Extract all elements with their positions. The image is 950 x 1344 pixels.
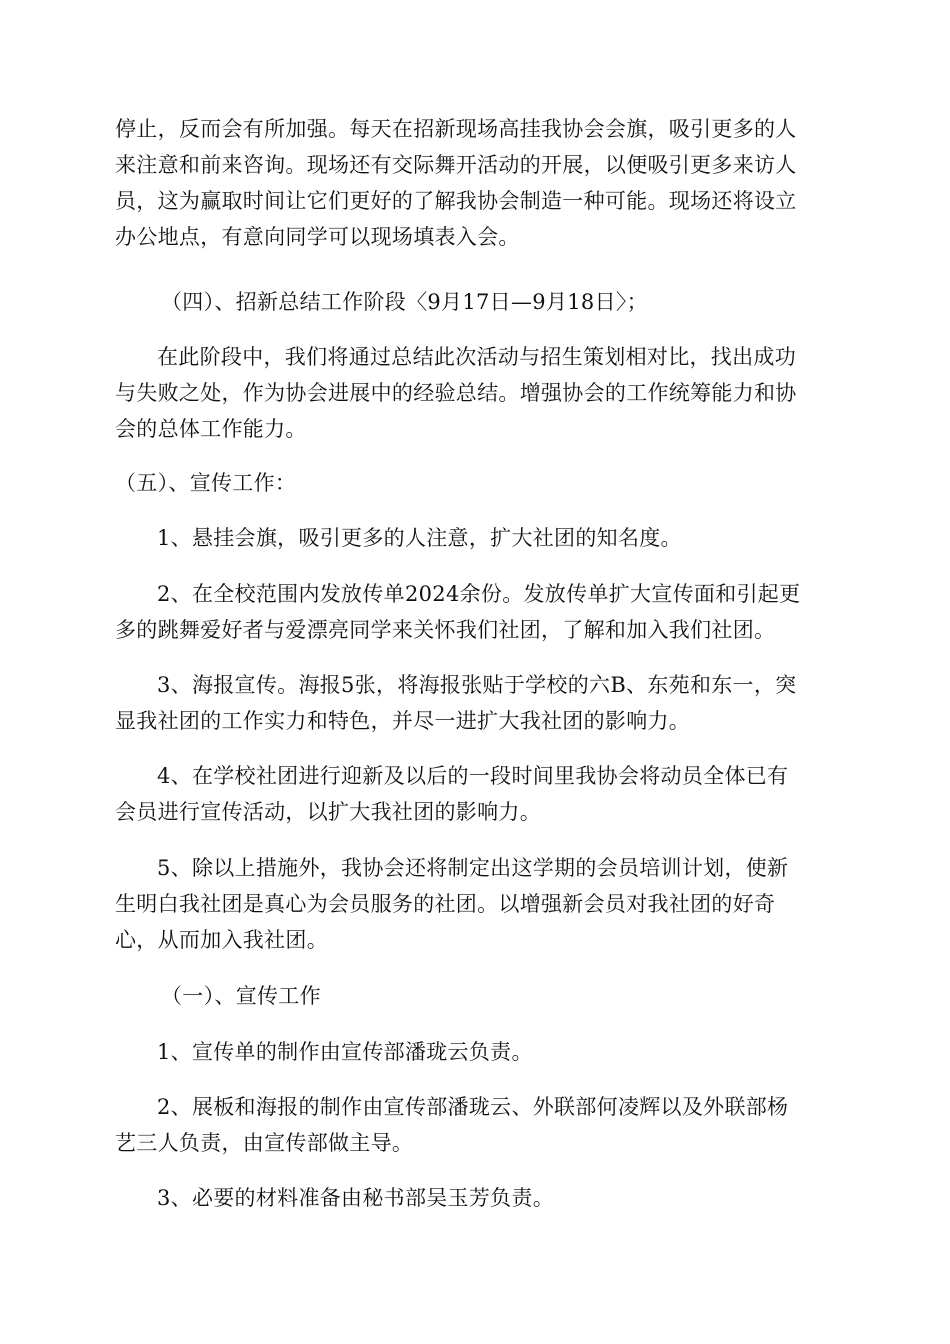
paragraph-recruitment-scene: 停止，反而会有所加强。每天在招新现场高挂我协会会旗，吸引更多的人 来注意和前来咨询。现场还有交际舞开活动的开展，以便吸引更多来访人 员，这为赢取时间让它们更好的了解我协会制造一种可能。现场还将设立 办公地点，有意向同学可以现场填表入会。 xyxy=(115,117,797,249)
paragraph-publicity-item-3: 3、海报宣传。海报5张，将海报张贴于学校的六B、东苑和东一，突 显我社团的工作实力和特色，并尽一进扩大我社团的影响力。 xyxy=(115,673,797,733)
paragraph-publicity-item-1: 1、悬挂会旗，吸引更多的人注意，扩大社团的知名度。 xyxy=(157,526,682,550)
paragraph-assignment-item-1: 1、宣传单的制作由宣传部潘珑云负责。 xyxy=(157,1040,533,1064)
paragraph-publicity-item-4: 4、在学校社团进行迎新及以后的一段时间里我协会将动员全体已有 会员进行宣传活动，以扩大我社团的影响力。 xyxy=(115,764,789,824)
heading-publicity-work: （五）、宣传工作： xyxy=(115,471,297,495)
paragraph-publicity-item-5: 5、除以上措施外，我协会还将制定出这学期的会员培训计划，使新 生明白我社团是真心为会员服务的社团。以增强新会员对我社团的好奇 心，从而加入我社团。 xyxy=(115,856,789,952)
paragraph-assignment-item-2: 2、展板和海报的制作由宣传部潘珑云、外联部何凌辉以及外联部杨 艺三人负责，由宣传部做主导。 xyxy=(115,1095,789,1155)
paragraph-publicity-item-2: 2、在全校范围内发放传单2024余份。发放传单扩大宣传面和引起更 多的跳舞爱好者与爱漂亮同学来关怀我们社团，了解和加入我们社团。 xyxy=(115,582,801,642)
heading-publicity-assignment: （一）、宣传工作 xyxy=(161,984,321,1008)
heading-summary-stage: （四）、招新总结工作阶段〈9月17日—9月18日〉； xyxy=(161,290,648,314)
paragraph-assignment-item-3: 3、必要的材料准备由秘书部吴玉芳负责。 xyxy=(157,1186,555,1210)
paragraph-summary-stage: 在此阶段中，我们将通过总结此次活动与招生策划相对比，找出成功 与失败之处，作为协会进展中的经验总结。增强协会的工作统筹能力和协 会的总体工作能力。 xyxy=(115,345,797,441)
